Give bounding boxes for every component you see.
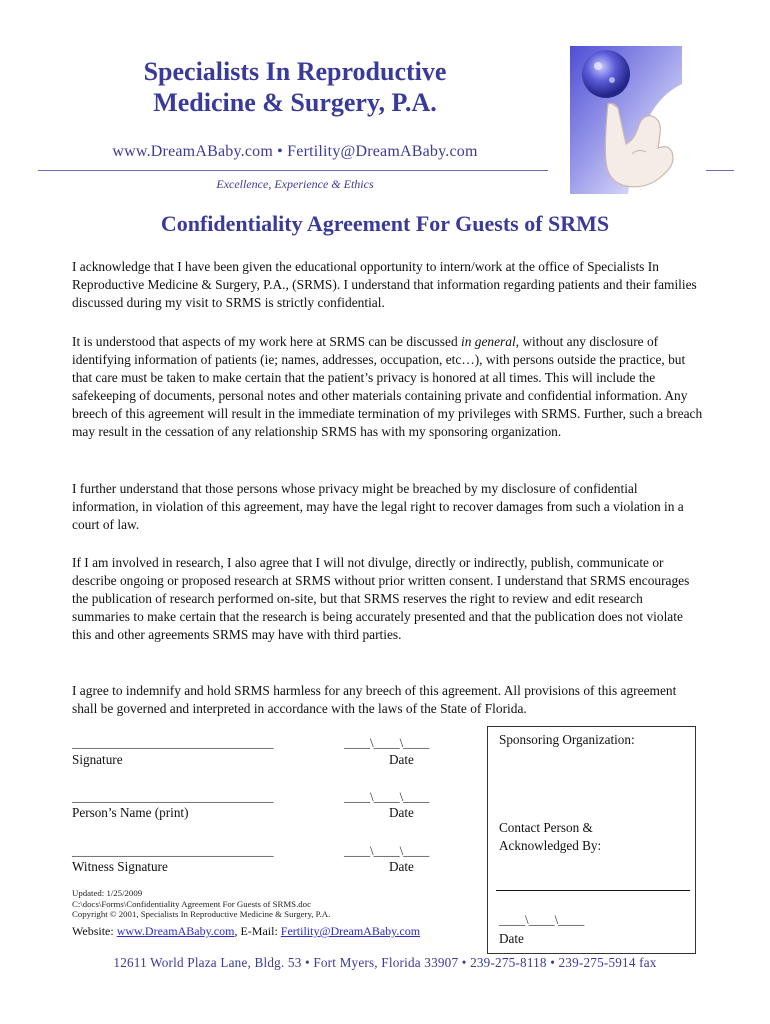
file-path: C:\docs\Forms\Confidentiality Agreement For Guests of SRMS.doc bbox=[72, 898, 311, 909]
email-prefix: , E-Mail: bbox=[234, 924, 281, 938]
printed-name-date-line[interactable]: ____\____\____ bbox=[344, 789, 430, 804]
printed-name-line[interactable]: _______________________________ bbox=[72, 789, 274, 804]
witness-signature-label: Witness Signature bbox=[72, 859, 168, 874]
witness-date-line[interactable]: ____\____\____ bbox=[344, 843, 430, 858]
paragraph-1-text: I acknowledge that I have been given the educational opportunity to intern/work at the office of Specialists In Reproductive Medicine & Surgery, P.A., (SRMS). I understand that information regarding patients and their families discussed during my visit to SRMS is strictly confidential. bbox=[72, 259, 697, 310]
paragraph-5 bbox=[72, 682, 704, 718]
signature-date-label: Date bbox=[389, 752, 414, 767]
paragraph-1 bbox=[72, 258, 704, 312]
header-rule bbox=[38, 170, 548, 171]
document-info bbox=[72, 888, 330, 920]
paragraph-3-text: I further understand that those persons whose privacy might be breached by my disclosure of confidential information, in violation of this agreement, may have the legal right to recover damages from such a violation in a court of law. bbox=[72, 481, 684, 532]
paragraph-2-end: without any disclosure of identifying information of patients (ie; names, addresses, occupation, etc…), with persons outside the practice, but that care must be taken to make certain that the patient’s privacy is honored at all times. This will include the safekeeping of documents, personal notes and other materials containing private and confidential information. Any breech of this agreement will result in the immediate termination of my privileges with SRMS. Further, such a breach may result in the cessation of any relationship SRMS has with my sponsoring organization. bbox=[72, 334, 703, 439]
signature-line[interactable]: _______________________________ bbox=[72, 735, 274, 750]
paragraph-5-text: I agree to indemnify and hold SRMS harmless for any breech of this agreement. All provisions of this agreement shall be governed and interpreted in accordance with the laws of the State of Florida. bbox=[72, 683, 677, 716]
signature-date-line[interactable]: ____\____\____ bbox=[344, 735, 430, 750]
paragraph-4 bbox=[72, 554, 704, 644]
paragraph-2-start: It is understood that aspects of my work here at SRMS can be discussed bbox=[72, 334, 462, 349]
website-prefix: Website: bbox=[72, 924, 117, 938]
header-contact: www.DreamABaby.com • Fertility@DreamABaby.com bbox=[112, 143, 478, 160]
header-rule-right bbox=[706, 170, 734, 171]
acknowledged-signature-line[interactable] bbox=[496, 890, 690, 891]
paragraph-3 bbox=[72, 480, 704, 534]
organization-name bbox=[0, 56, 590, 118]
crystal-ball-hand-logo bbox=[568, 44, 684, 194]
paragraph-4-text: If I am involved in research, I also agree that I will not divulge, directly or indirectly, publish, communicate or describe ongoing or proposed research at SRMS without prior written consent. I understand that SRMS encourages the publication of research performed on-site, but that SRMS reserves the right to review and edit research summaries to make certain that the research is being accurately presented and that the publication does not violate this and other agreements SRMS may have with third parties. bbox=[72, 555, 690, 642]
contact-person-label-line-1: Contact Person & bbox=[499, 820, 593, 835]
website-link[interactable]: www.DreamABaby.com bbox=[116, 924, 235, 938]
motto: Excellence, Experience & Ethics bbox=[216, 177, 374, 191]
paragraph-2-emphasis: in general, bbox=[461, 334, 520, 349]
copyright: Copyright © 2001, Specialists In Reproductive Medicine & Surgery, P.A. bbox=[72, 909, 331, 919]
contact-person-label bbox=[499, 819, 601, 855]
paragraph-2 bbox=[72, 333, 704, 441]
document-title: Confidentiality Agreement For Guests of SRMS bbox=[160, 211, 610, 236]
paragraph-2-text bbox=[72, 333, 704, 441]
printed-name-label: Person’s Name (print) bbox=[72, 805, 189, 820]
sponsor-date-line[interactable]: ____\____\____ bbox=[499, 912, 585, 927]
email-link[interactable]: Fertility@DreamABaby.com bbox=[280, 924, 421, 938]
org-name-line-2: Medicine & Surgery, P.A. bbox=[153, 88, 437, 117]
contact-person-label-line-2: Acknowledged By: bbox=[499, 838, 602, 853]
website-line bbox=[72, 924, 420, 939]
signature-label: Signature bbox=[72, 752, 123, 767]
logo-graphic bbox=[568, 44, 684, 194]
witness-signature-line[interactable]: _______________________________ bbox=[72, 843, 274, 858]
org-name-line-1: Specialists In Reproductive bbox=[143, 57, 447, 86]
sponsor-date-label: Date bbox=[499, 931, 524, 946]
witness-date-label: Date bbox=[389, 859, 414, 874]
printed-name-date-label: Date bbox=[389, 805, 414, 820]
footer-address: 12611 World Plaza Lane, Bldg. 53 • Fort Myers, Florida 33907 • 239-275-8118 • 239-275-5914 fax bbox=[113, 955, 657, 970]
sponsoring-organization-label: Sponsoring Organization: bbox=[499, 732, 635, 747]
updated-date: Updated: 1/25/2009 bbox=[72, 888, 143, 898]
sponsor-box bbox=[487, 726, 696, 954]
